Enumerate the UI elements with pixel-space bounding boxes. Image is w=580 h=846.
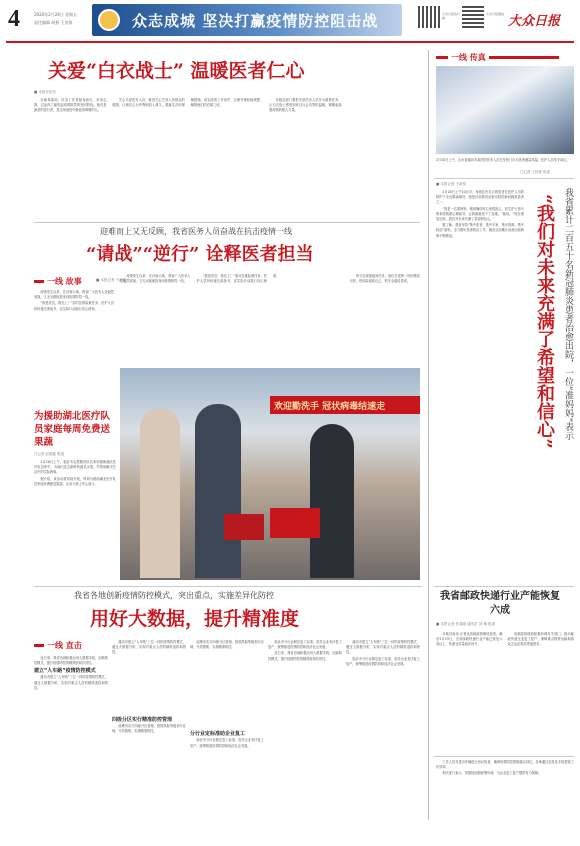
data-subhead: 建立“人车路”疫情防控模式	[34, 668, 96, 675]
zhanyi-paragraph: 每当在深夜接到任务，他们总是第一时间集结出发，把危险留给自己，把安全留给患者。	[349, 274, 420, 284]
hubei-body	[34, 460, 116, 580]
photo-figure	[140, 408, 180, 578]
chuanzhen-photo	[436, 66, 574, 154]
zhanyi-body-right	[120, 274, 420, 364]
main-byline: ■ 本报评论员	[34, 90, 56, 94]
banner-emblem-icon	[98, 9, 120, 31]
data-paragraph: 潍坊市建立“人车路”三位一体的疫情防控模式，通过大数据分析，实现对重点人员的精准追踪和管控。	[112, 640, 186, 655]
post-byline: ■ 本报记者 张春晓 通讯员 刘 琳 报道	[436, 622, 495, 626]
hubei-paragraph: 2月18日上午，临沂市志愿服务队员来到援助湖北医疗队员家中，为他们送去新鲜的蔬菜水果，并帮助解决生活中的实际困难。	[34, 460, 116, 475]
vertical-paragraph: 据了解，我省坚持“集中患者、集中专家、集中资源、集中救治”原则，全力做好患者救治工作，截至目前累计治愈出院病例不断增加。	[436, 223, 524, 238]
zhanyi-headline: “请战”“逆行” 诠释医者担当	[86, 244, 314, 265]
hubei-headline: 为援助湖北医疗队员家庭每周免费送果蔬	[34, 411, 111, 448]
hubei-byline: □记者 赵德鑫 报道	[34, 452, 65, 456]
post-headline: 我省邮政快递行业产能恢复六成	[440, 591, 560, 616]
chuanzhen-section-label: 一线 传真	[436, 52, 559, 63]
zhanyi-kicker: 迎难而上又无反顾，我省医务人员奋战在抗击疫情一线	[100, 227, 292, 236]
data-body-col4	[268, 640, 342, 838]
zhanyi-body-left	[34, 290, 114, 398]
data-paragraph: 淄博市实行四级分区管理，按照风险等级划分区域，分类施策，实施精准防控。	[112, 723, 186, 733]
photo-figure	[195, 404, 241, 578]
bottom-right-paragraph: 工作人员对进出车辆进行登记检查，确保疫情防控措施落实到位。各地通过信息化手段提高工作效率。	[436, 760, 574, 770]
main-headline: 关爱“白衣战士” 温暖医者仁心	[48, 60, 305, 82]
photo-banner-text: 欢迎勤洗手 冠状病毒结速走	[274, 402, 386, 412]
data-subhead: 分行业定标准助企业复工	[190, 731, 246, 738]
date-line: 2020年2月24日 星期五	[34, 12, 78, 17]
data-paragraph: 临沂市分行业制定复工标准，指导企业有序复工复产，统筹推进疫情防控和经济社会发展。	[346, 656, 420, 666]
vertical-byline: ■ 本报记者 于新悦	[436, 182, 467, 186]
hubei-photo	[120, 368, 420, 580]
data-paragraph: 淄博市实行四级分区管理，按照风险等级划分区域，分类施策，实施精准防控。	[190, 640, 264, 650]
photo-red-banner	[270, 396, 420, 414]
photo-figure	[310, 424, 354, 578]
photo-box	[270, 508, 320, 538]
slogan-banner	[92, 4, 402, 36]
zhanyi-paragraph: “我是党员，我先上！”面对急难险重任务，医护人员纷纷递交请战书，以实际行动践行初心使命。	[196, 274, 280, 284]
data-kicker: 我省各地创新疫情防控模式，突出重点，实施差异化防控	[74, 591, 274, 600]
zhanyi-paragraph: “我是党员，我先上！”面对急难险重任务，医护人员纷纷递交请战书，以实际行动践行初心使命。	[34, 301, 114, 311]
page-number: 4	[8, 6, 20, 32]
post-body	[436, 632, 574, 752]
post-paragraph: 省邮政管理局积极协调有关部门，推动邮政快递企业复工复产，保障重点物资运输和群众生活必需品寄递需求。	[507, 632, 574, 647]
paper-logo: 大众日报	[508, 14, 561, 29]
data-section-label: 一线 直击	[34, 640, 82, 651]
masthead	[0, 0, 580, 42]
data-paragraph: 连日来，我省各地积极运用大数据手段，创新防控模式，提升疫情防控的精准度和有效性。	[34, 656, 108, 666]
data-paragraph: 连日来，我省各地积极运用大数据手段，创新防控模式，提升疫情防控的精准度和有效性。	[268, 651, 342, 661]
data-subhead: 四级分区实行精准防控管理	[112, 716, 173, 723]
data-paragraph: 潍坊市建立“人车路”三位一体的疫情防控模式，通过大数据分析，实现对重点人员的精准追踪和管控。	[346, 640, 420, 655]
zhanyi-paragraph: 疫情发生以来，在济南大地，我省广大医务人员毅然请战，义无反顾地投身到疫情防控一线。	[120, 274, 191, 284]
editor-line: 责任编辑 胡燕 王伯群	[34, 20, 73, 25]
chuanzhen-caption: 2月20日上午，山东省潍坊市某医院医务人员在发热门诊为患者测量体温，医护人员坚守岗位。	[436, 158, 570, 162]
data-body-col5	[346, 640, 420, 838]
qr-code-right	[462, 6, 484, 28]
zhanyi-byline: ■ 本报记者 于新悦	[96, 278, 127, 282]
data-body-col1	[34, 656, 108, 838]
data-body-col2	[112, 640, 186, 838]
vertical-headline: “我们对未来充满了希望和信心”	[534, 194, 555, 449]
photo-box	[224, 514, 264, 540]
main-paragraph: 在病毒面前，医务工作者挺身而出、舍身忘我，以血肉之躯筑起疫情防控的坚固防线。他们是最美的逆行者，是这场战役中最值得尊敬的人。	[34, 98, 107, 113]
zhanyi-paragraph: 疫情发生以来，在济南大地，我省广大医务人员毅然请战，义无反顾地投身到疫情防控一线。	[34, 290, 114, 300]
data-paragraph: 临沂市分行业制定复工标准，指导企业有序复工复产，统筹推进疫情防控和经济社会发展。	[268, 640, 342, 650]
data-headline: 用好大数据，提升精准度	[90, 608, 300, 630]
vertical-subtitle: 我省累计二百五十名新冠肺炎患者治愈出院，一位“准妈妈”表示	[563, 188, 573, 441]
zhanyi-section-label: 一线 故事	[34, 276, 82, 287]
vertical-paragraph: “我是一名准妈妈，刚被确诊时心里很担心，医生护士每天都来给我做心理疏导，让我渐渐放下了包袱。”她说，“现在康复出院，我们对未来充满了希望和信心。”	[436, 206, 524, 222]
main-paragraph: 关心关爱医务人员，就是关心关爱人民群众的健康，让他们心无旁骛地投入战斗。要落实各项保障措施，切实改善工作条件，合理安排轮换休整，解除他们的后顾之忧。	[112, 98, 264, 108]
data-paragraph: 临沂市分行业制定复工标准，指导企业有序复工复产，统筹推进疫情防控和经济社会发展。	[190, 738, 264, 748]
data-paragraph: 潍坊市建立“人车路”三位一体的疫情防控模式，通过大数据分析，实现对重点人员的精准追踪和管控。	[34, 675, 108, 690]
hubei-paragraph: 据介绍，该活动将持续开展，每周为援助湖北医疗队员家庭免费配送果蔬，让前方战士安心战斗。	[34, 476, 116, 486]
vertical-body	[436, 190, 524, 582]
qr-label-left: 大众日报客户端	[442, 12, 461, 20]
bottom-right-body	[436, 760, 574, 838]
bottom-right-paragraph: 相关部门表示，将继续加强统筹协调，为企业复工复产提供有力保障。	[442, 771, 542, 776]
data-body-col3	[190, 640, 264, 838]
qr-code-left	[418, 6, 440, 28]
chuanzhen-credit: □记者 王桂林 报道	[520, 170, 551, 174]
post-paragraph: 本报济南讯 记者从省邮政管理局获悉，截至2月23日，全省邮政快递行业产能已恢复六成以上，快递业务量稳步回升。	[436, 632, 503, 647]
main-body	[34, 98, 420, 216]
qr-label-right: 大众日报微信	[486, 12, 505, 16]
vertical-paragraph: 2月20日上午10点半，身着红色毛衣的患者在医护人员的陪护下走出隔离病房，她是目前我省治愈出院的新冠肺炎患者之一。	[436, 190, 524, 205]
banner-slogan: 众志成城 坚决打赢疫情防控阻击战	[132, 12, 379, 30]
main-paragraph: 各级各部门要把关爱医务人员作为重要任务，让白衣战士感受到来自社会各界的温暖，凝聚起战胜疫情的强大力量。	[269, 98, 342, 113]
